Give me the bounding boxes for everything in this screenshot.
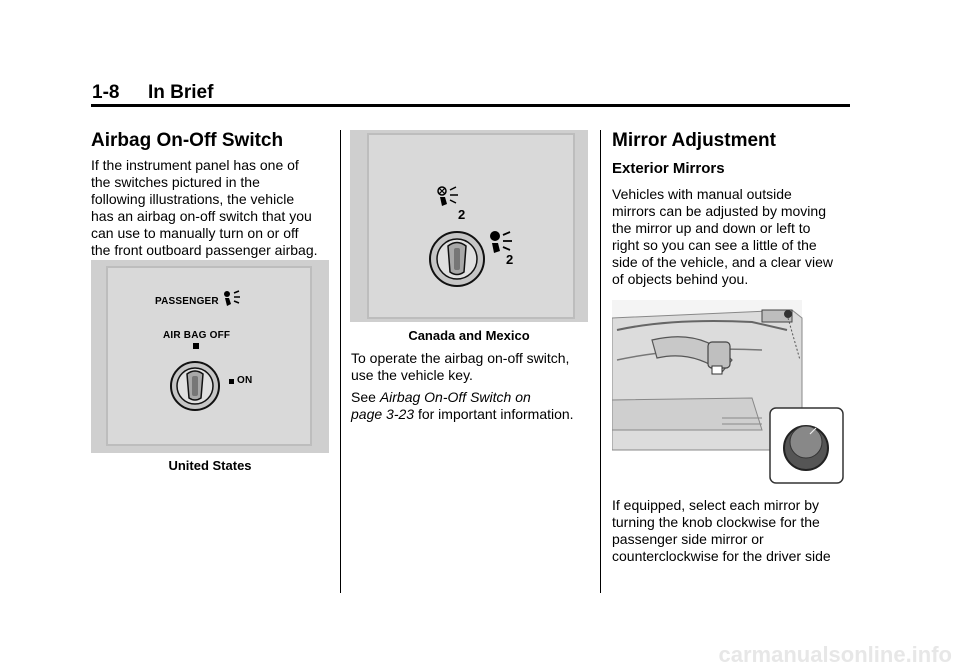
mirror-intro-paragraph: [612, 186, 833, 288]
column-divider-2: [600, 130, 601, 593]
switch-panel: [106, 266, 312, 446]
cross-reference-page[interactable]: page 3-23: [351, 406, 415, 422]
text-line: Vehicles with manual outside: [612, 186, 792, 202]
text-line: If the instrument panel has one of: [91, 157, 299, 173]
text-line: of objects behind you.: [612, 271, 749, 287]
reference-tail: for important information.: [417, 406, 574, 422]
airbag-intro-paragraph: [91, 157, 318, 259]
key-switch-icon: [428, 230, 486, 288]
digit-label: 2: [458, 207, 466, 222]
airbag-off-label: AIR BAG OFF: [163, 330, 231, 341]
text-line: following illustrations, the vehicle: [91, 191, 295, 207]
digit-label: 2: [506, 252, 514, 267]
text-line: the front outboard passenger airbag.: [91, 242, 318, 258]
figure-caption-canada: Canada and Mexico: [408, 328, 530, 343]
text-line: right so you can see a little of the: [612, 237, 817, 253]
text-line: side of the vehicle, and a clear view: [612, 254, 834, 270]
figure-caption-us: United States: [168, 458, 252, 473]
section-heading-mirror: Mirror Adjustment: [612, 130, 776, 151]
off-indicator-icon: [193, 343, 199, 349]
column-divider-1: [340, 130, 341, 593]
passenger-label: PASSENGER: [155, 296, 219, 307]
operate-paragraph: [351, 350, 569, 384]
text-line: has an airbag on-off switch that you: [91, 208, 312, 224]
text-line: If equipped, select each mirror by: [612, 497, 819, 513]
text-line: To operate the airbag on-off switch,: [351, 350, 570, 366]
on-label: ON: [237, 375, 253, 386]
text-line: use the vehicle key.: [351, 367, 473, 383]
mirror-select-paragraph: [612, 497, 831, 565]
text-line: can use to manually turn on or off: [91, 225, 299, 241]
text-line: [351, 406, 574, 423]
switch-panel: [367, 133, 575, 319]
header-rule: [91, 104, 850, 107]
text-line: turning the knob clockwise for the: [612, 514, 820, 530]
text-line: the mirror up and down or left to: [612, 220, 811, 236]
page-number: 1-8: [92, 82, 120, 103]
figure-canada-switch: [350, 130, 588, 322]
key-switch-icon: [169, 360, 221, 412]
text-line: passenger side mirror or: [612, 531, 764, 547]
see-text: See: [351, 389, 376, 405]
figure-us-switch: [91, 260, 329, 453]
text-line: the switches pictured in the: [91, 174, 260, 190]
text-line: mirrors can be adjusted by moving: [612, 203, 826, 219]
cross-reference-link[interactable]: Airbag On-Off Switch on: [379, 389, 531, 405]
watermark: carmanualsonline.info: [718, 642, 952, 667]
door-panel-illustration: [612, 300, 848, 486]
text-line: [351, 389, 574, 406]
section-heading-airbag: Airbag On-Off Switch: [91, 130, 284, 151]
subheading-exterior-mirrors: Exterior Mirrors: [612, 160, 725, 177]
text-line: counterclockwise for the driver side: [612, 548, 831, 564]
reference-paragraph: [351, 389, 574, 423]
on-indicator-icon: [229, 379, 234, 384]
passenger-airbag-icon: [222, 290, 242, 308]
chapter-title: In Brief: [148, 82, 214, 103]
